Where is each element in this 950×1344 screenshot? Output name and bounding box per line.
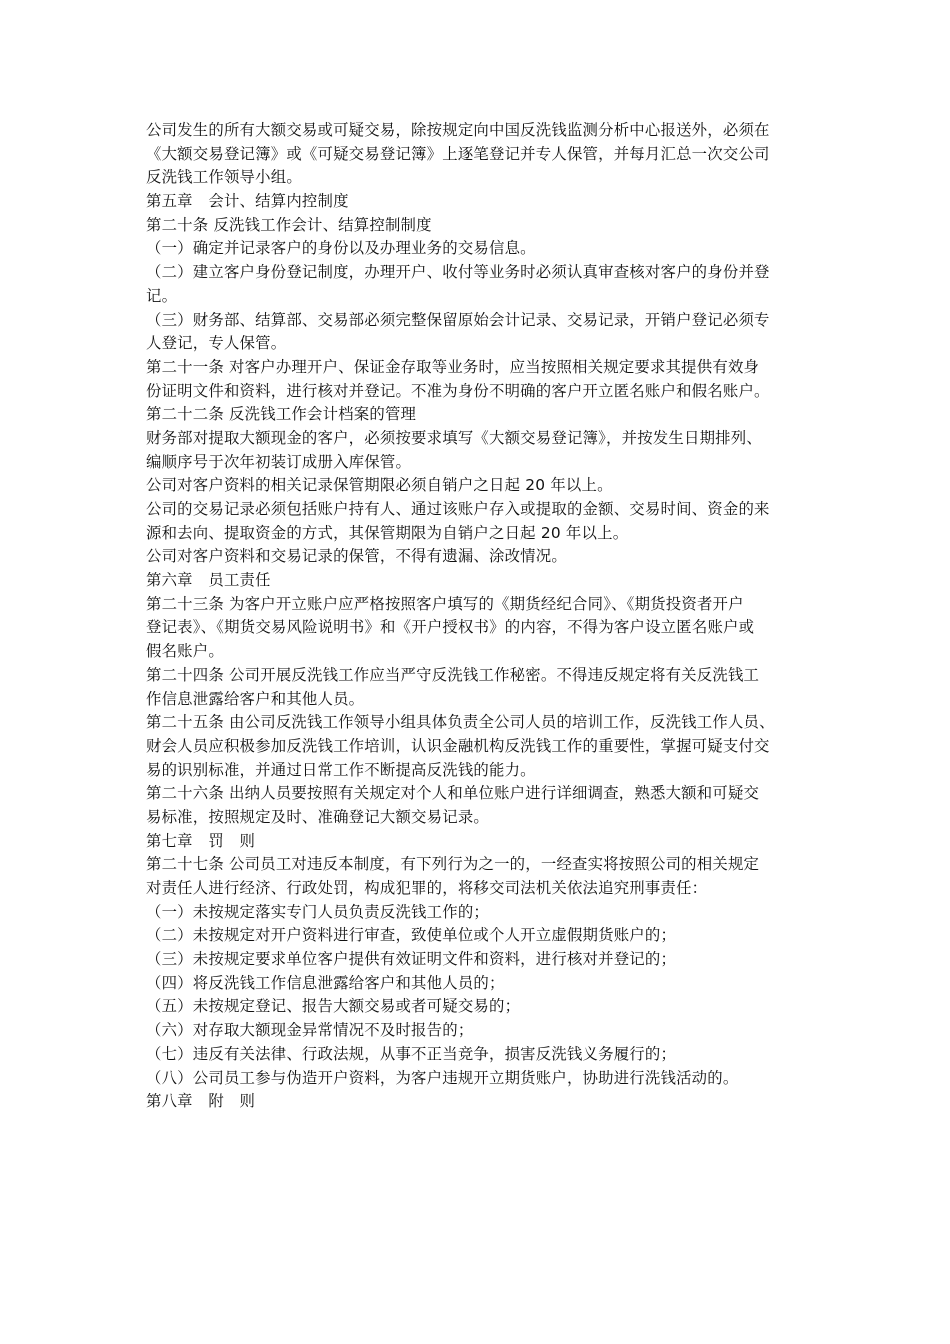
text-line: 人登记，专人保管。 [146, 334, 287, 353]
text-line: 第二十四条 公司开展反洗钱工作应当严守反洗钱工作秘密。不得违反规定将有关反洗钱工 [146, 665, 760, 684]
text-line: （二）未按规定对开户资料进行审查，致使单位或个人开立虚假期货账户的； [146, 926, 677, 945]
text-line: 公司对客户资料和交易记录的保管，不得有遗漏、涂改情况。 [146, 547, 567, 566]
text-line: 第二十六条 出纳人员要按照有关规定对个人和单位账户进行详细调查，熟悉大额和可疑交 [146, 784, 760, 803]
text-line: 假名账户。 [146, 642, 224, 661]
text-line: 第二十七条 公司员工对违反本制度，有下列行为之一的，一经查实将按照公司的相关规定 [146, 855, 760, 874]
text-line: 财务部对提取大额现金的客户，必须按要求填写《大额交易登记簿》，并按发生日期排列、 [146, 428, 762, 447]
text-line: 公司对客户资料的相关记录保管期限必须自销户之日起 20 年以上。 [146, 476, 613, 495]
document-body [146, 119, 812, 1114]
text-line: 登记表》、《期货交易风险说明书》和《开户授权书》的内容，不得为客户设立匿名账户或 [146, 618, 755, 637]
text-line: 编顺序号于次年初装订成册入库保管。 [146, 452, 412, 471]
text-line: 作信息泄露给客户和其他人员。 [146, 689, 365, 708]
text-line: 第二十二条 反洗钱工作会计档案的管理 [146, 405, 417, 424]
text-line: 第二十条 反洗钱工作会计、结算控制制度 [146, 215, 432, 234]
text-line: （六）对存取大额现金异常情况不及时报告的； [146, 1021, 474, 1040]
text-line: （四）将反洗钱工作信息泄露给客户和其他人员的； [146, 973, 505, 992]
text-line: （三）财务部、结算部、交易部必须完整保留原始会计记录、交易记录，开销户登记必须专 [146, 310, 770, 329]
text-line: 记。 [146, 286, 178, 305]
text-line: （一）未按规定落实专门人员负责反洗钱工作的； [146, 902, 489, 921]
text-line: （七）违反有关法律、行政法规，从事不正当竞争，损害反洗钱义务履行的； [146, 1044, 677, 1063]
text-line: 份证明文件和资料，进行核对并登记。不准为身份不明确的客户开立匿名账户和假名账户。 [146, 381, 770, 400]
text-line: （八）公司员工参与伪造开户资料，为客户违规开立期货账户，协助进行洗钱活动的。 [146, 1068, 739, 1087]
text-line: 第八章 附 则 [146, 1092, 256, 1111]
text-line: 第六章 员工责任 [146, 571, 271, 590]
text-line: （五）未按规定登记、报告大额交易或者可疑交易的； [146, 997, 521, 1016]
text-line: 第二十三条 为客户开立账户应严格按照客户填写的《期货经纪合同》、《期货投资者开户 [146, 594, 744, 613]
text-line: 对责任人进行经济、行政处罚，构成犯罪的，将移交司法机关依法追究刑事责任： [146, 879, 708, 897]
text-line: （一）确定并记录客户的身份以及办理业务的交易信息。 [146, 239, 536, 258]
text-line: 公司发生的所有大额交易或可疑交易，除按规定向中国反洗钱监测分析中心报送外，必须在 [146, 121, 770, 139]
text-line: 易的识别标准，并通过日常工作不断提高反洗钱的能力。 [146, 760, 536, 779]
text-line: 公司的交易记录必须包括账户持有人、通过该账户存入或提取的金额、交易时间、资金的来 [146, 500, 770, 518]
text-line: 《大额交易登记簿》或《可疑交易登记簿》上逐笔登记并专人保管，并每月汇总一次交公司 [146, 144, 770, 163]
text-line: （三）未按规定要求单位客户提供有效证明文件和资料，进行核对并登记的； [146, 950, 677, 969]
text-line: 第二十五条 由公司反洗钱工作领导小组具体负责全公司人员的培训工作，反洗钱工作人员、 [146, 713, 775, 732]
text-line: 源和去向、提取资金的方式，其保管期限为自销户之日起 20 年以上。 [146, 523, 629, 542]
text-line: 财会人员应积极参加反洗钱工作培训，认识金融机构反洗钱工作的重要性，掌握可疑支付交 [146, 736, 770, 755]
text-line: 易标准，按照规定及时、准确登记大额交易记录。 [146, 807, 489, 826]
text-line: 第二十一条 对客户办理开户、保证金存取等业务时，应当按照相关规定要求其提供有效身 [146, 357, 760, 376]
text-line: 第五章 会计、结算内控制度 [146, 192, 349, 211]
text-line: 反洗钱工作领导小组。 [146, 168, 302, 187]
text-line: 第七章 罚 则 [146, 831, 256, 850]
text-line: （二）建立客户身份登记制度，办理开户、收付等业务时必须认真审查核对客户的身份并登 [146, 263, 770, 282]
